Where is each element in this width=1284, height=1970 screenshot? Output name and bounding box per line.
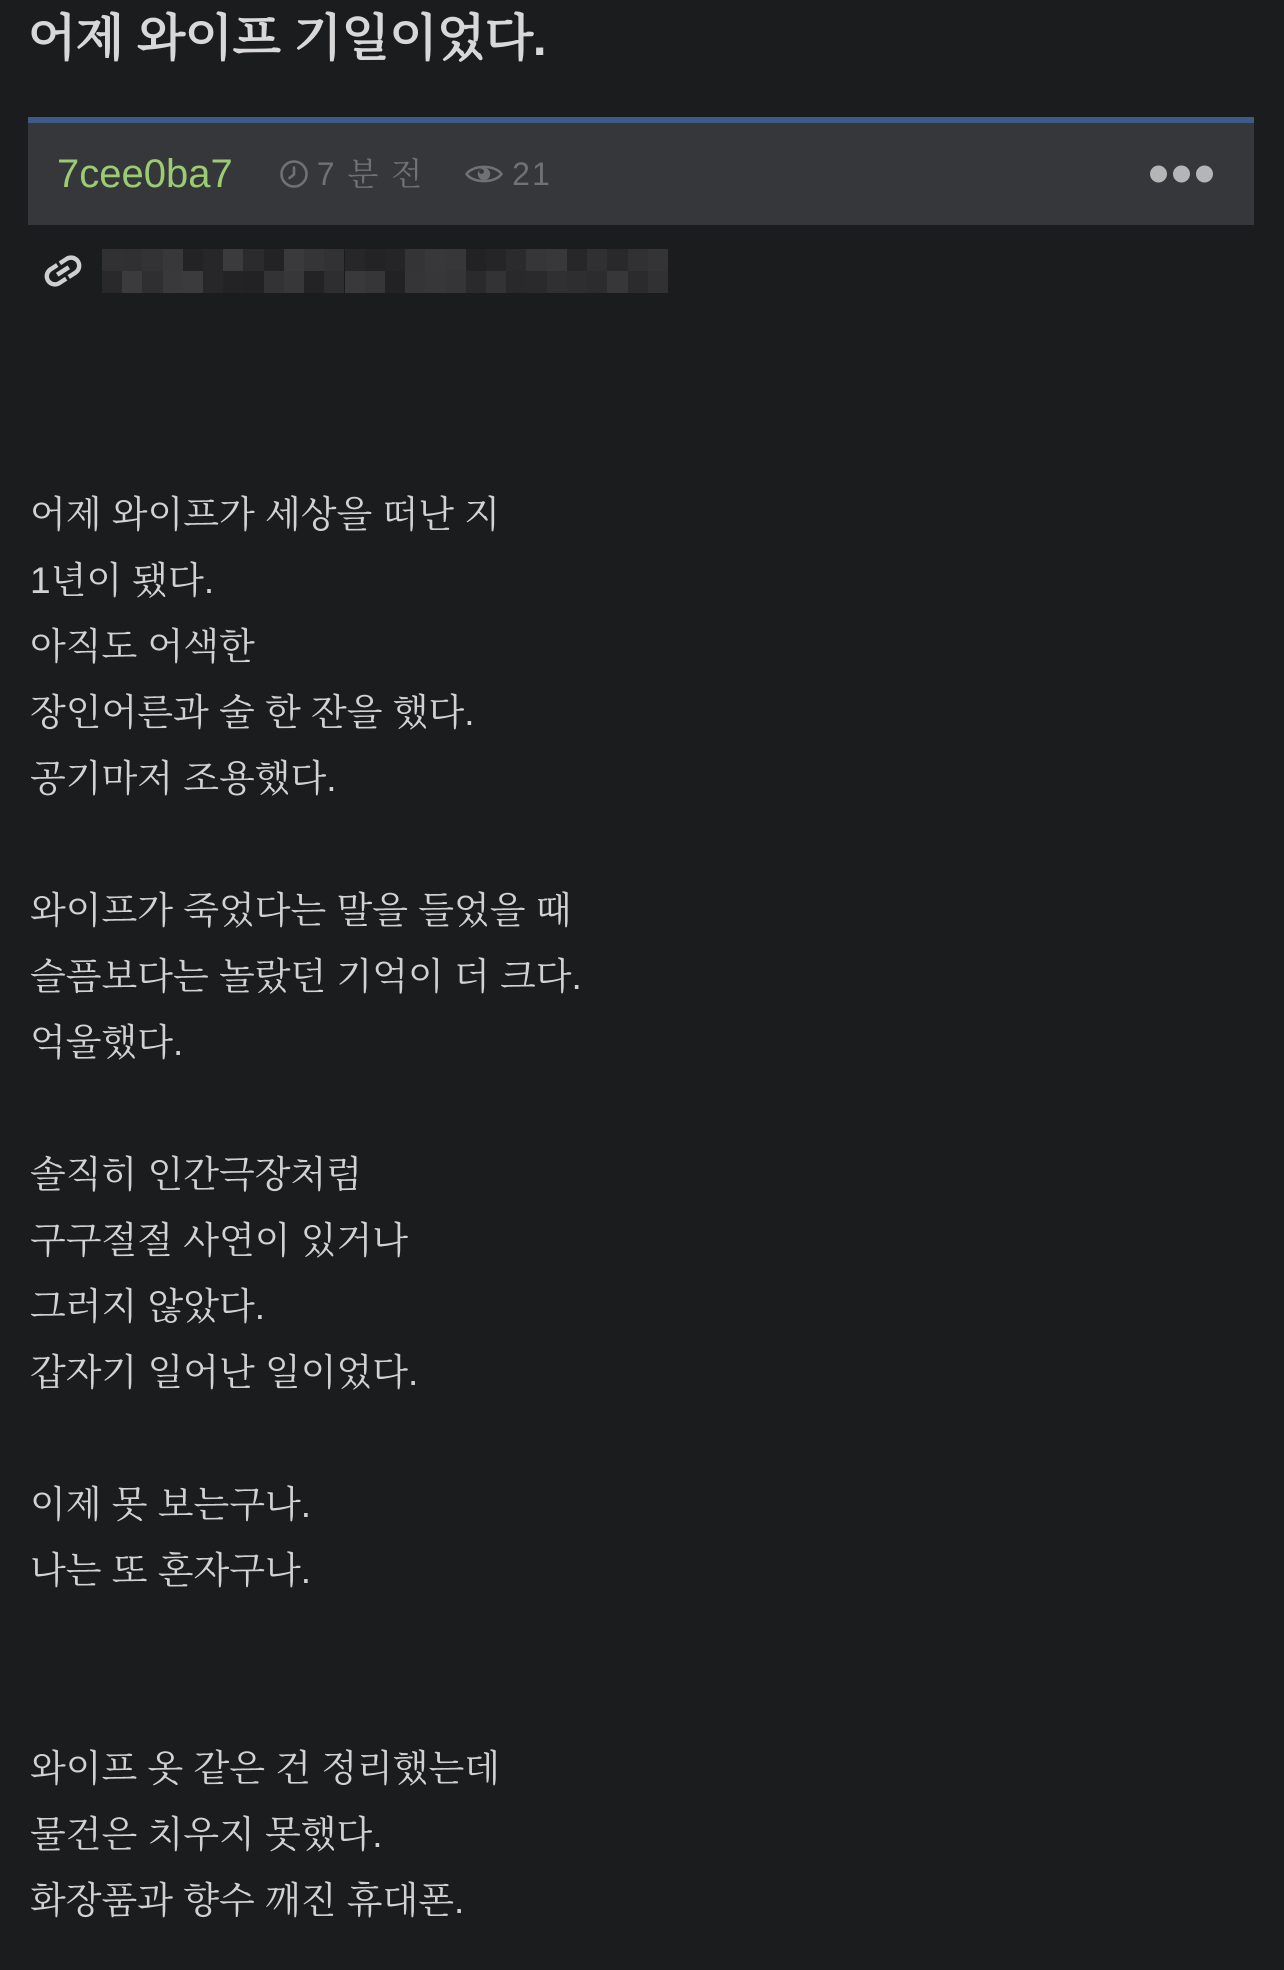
blur-pixel	[648, 249, 668, 271]
blur-pixel	[102, 249, 122, 271]
blur-pixel	[223, 249, 243, 271]
blur-pixel	[122, 249, 142, 271]
link-icon	[35, 240, 91, 302]
blur-pixel	[567, 249, 587, 271]
blur-pixel	[243, 249, 263, 271]
blur-pixel	[102, 271, 122, 293]
post-body-line: 솔직히 인간극장처럼	[30, 1154, 362, 1195]
eye-icon	[464, 160, 504, 188]
blur-pixel	[163, 249, 183, 271]
post-body-line: 억울했다.	[30, 1022, 184, 1063]
post-author[interactable]: 7cee0ba7	[57, 152, 233, 196]
blur-pixel	[405, 271, 425, 293]
blur-pixel	[648, 271, 668, 293]
post-body-line: 와이프가 죽었다는 말을 들었을 때	[30, 890, 572, 931]
post-body-line: 어제 와이프가 세상을 떠난 지	[30, 494, 501, 535]
post-body-line: 아직도 어색한	[30, 626, 255, 667]
blur-pixel	[163, 271, 183, 293]
blur-pixel	[587, 249, 607, 271]
post-body-line: 그러지 않았다.	[30, 1286, 266, 1327]
blur-pixel	[486, 249, 506, 271]
blur-pixel	[203, 249, 223, 271]
post-body-line: 슬픔보다는 놀랐던 기억이 더 크다.	[30, 956, 582, 997]
post-header-bar	[28, 117, 1254, 225]
post-body-line	[30, 812, 1250, 878]
blur-pixel	[324, 271, 344, 293]
blur-pixel	[223, 271, 243, 293]
post-body-line: 장인어른과 술 한 잔을 했다.	[30, 692, 475, 733]
blur-pixel	[547, 271, 567, 293]
blur-pixel	[547, 249, 567, 271]
blur-pixel	[365, 271, 385, 293]
blur-pixel	[425, 271, 445, 293]
blur-pixel	[243, 271, 263, 293]
post-body-line	[30, 1406, 1250, 1472]
blur-pixel	[264, 249, 284, 271]
blur-pixel	[365, 249, 385, 271]
post-body-line: 화장품과 향수 깨진 휴대폰.	[30, 1880, 465, 1921]
blur-pixel	[466, 271, 486, 293]
blur-pixel	[446, 249, 466, 271]
post-body-line: 물건은 치우지 못했다.	[30, 1814, 383, 1855]
blur-pixel	[304, 271, 324, 293]
blur-pixel	[284, 271, 304, 293]
blur-pixel	[142, 249, 162, 271]
post-body-line	[30, 1604, 1250, 1670]
redacted-link-blur[interactable]	[102, 249, 668, 293]
blur-pixel	[304, 249, 324, 271]
more-options-icon	[1173, 166, 1190, 183]
post-body-line: 1년이 됐다.	[30, 560, 215, 601]
blur-pixel	[567, 271, 587, 293]
blur-pixel	[405, 249, 425, 271]
blur-pixel	[324, 249, 344, 271]
blur-pixel	[486, 271, 506, 293]
post-body	[30, 482, 1250, 1934]
more-options-icon	[1196, 166, 1213, 183]
post-body-line	[30, 1670, 1250, 1736]
blur-pixel	[587, 271, 607, 293]
blur-pixel	[607, 249, 627, 271]
post-title: 어제 와이프 기일이었다.	[28, 10, 547, 66]
blur-pixel	[526, 271, 546, 293]
blur-pixel	[345, 249, 365, 271]
blur-pixel	[628, 249, 648, 271]
blur-pixel	[506, 249, 526, 271]
post-views	[464, 158, 552, 190]
blur-pixel	[506, 271, 526, 293]
post-body-line: 이제 못 보는구나.	[30, 1484, 312, 1525]
blur-pixel	[628, 271, 648, 293]
blur-pixel	[607, 271, 627, 293]
blur-pixel	[183, 249, 203, 271]
post-body-line: 구구절절 사연이 있거나	[30, 1220, 408, 1261]
blur-pixel	[203, 271, 223, 293]
post-views-count: 21	[512, 156, 552, 192]
post-body-line: 와이프 옷 같은 건 정리했는데	[30, 1748, 501, 1789]
clock-icon	[279, 159, 309, 189]
post-body-line: 공기마저 조용했다.	[30, 758, 337, 799]
blur-pixel	[345, 271, 365, 293]
post-time-label: 7 분 전	[316, 156, 425, 192]
post-time	[279, 158, 424, 190]
blur-pixel	[425, 249, 445, 271]
blur-pixel	[142, 271, 162, 293]
blur-pixel	[284, 249, 304, 271]
post-body-line: 갑자기 일어난 일이었다.	[30, 1352, 419, 1393]
blur-pixel	[466, 249, 486, 271]
blur-pixel	[385, 271, 405, 293]
blur-pixel	[526, 249, 546, 271]
more-options-button[interactable]	[1150, 160, 1213, 189]
more-options-icon	[1150, 166, 1167, 183]
post-body-line: 나는 또 혼자구나.	[30, 1550, 312, 1591]
blur-pixel	[446, 271, 466, 293]
blur-pixel	[385, 249, 405, 271]
post-body-line	[30, 1076, 1250, 1142]
blur-pixel	[183, 271, 203, 293]
blur-pixel	[122, 271, 142, 293]
blur-pixel	[264, 271, 284, 293]
link-row	[28, 244, 668, 298]
